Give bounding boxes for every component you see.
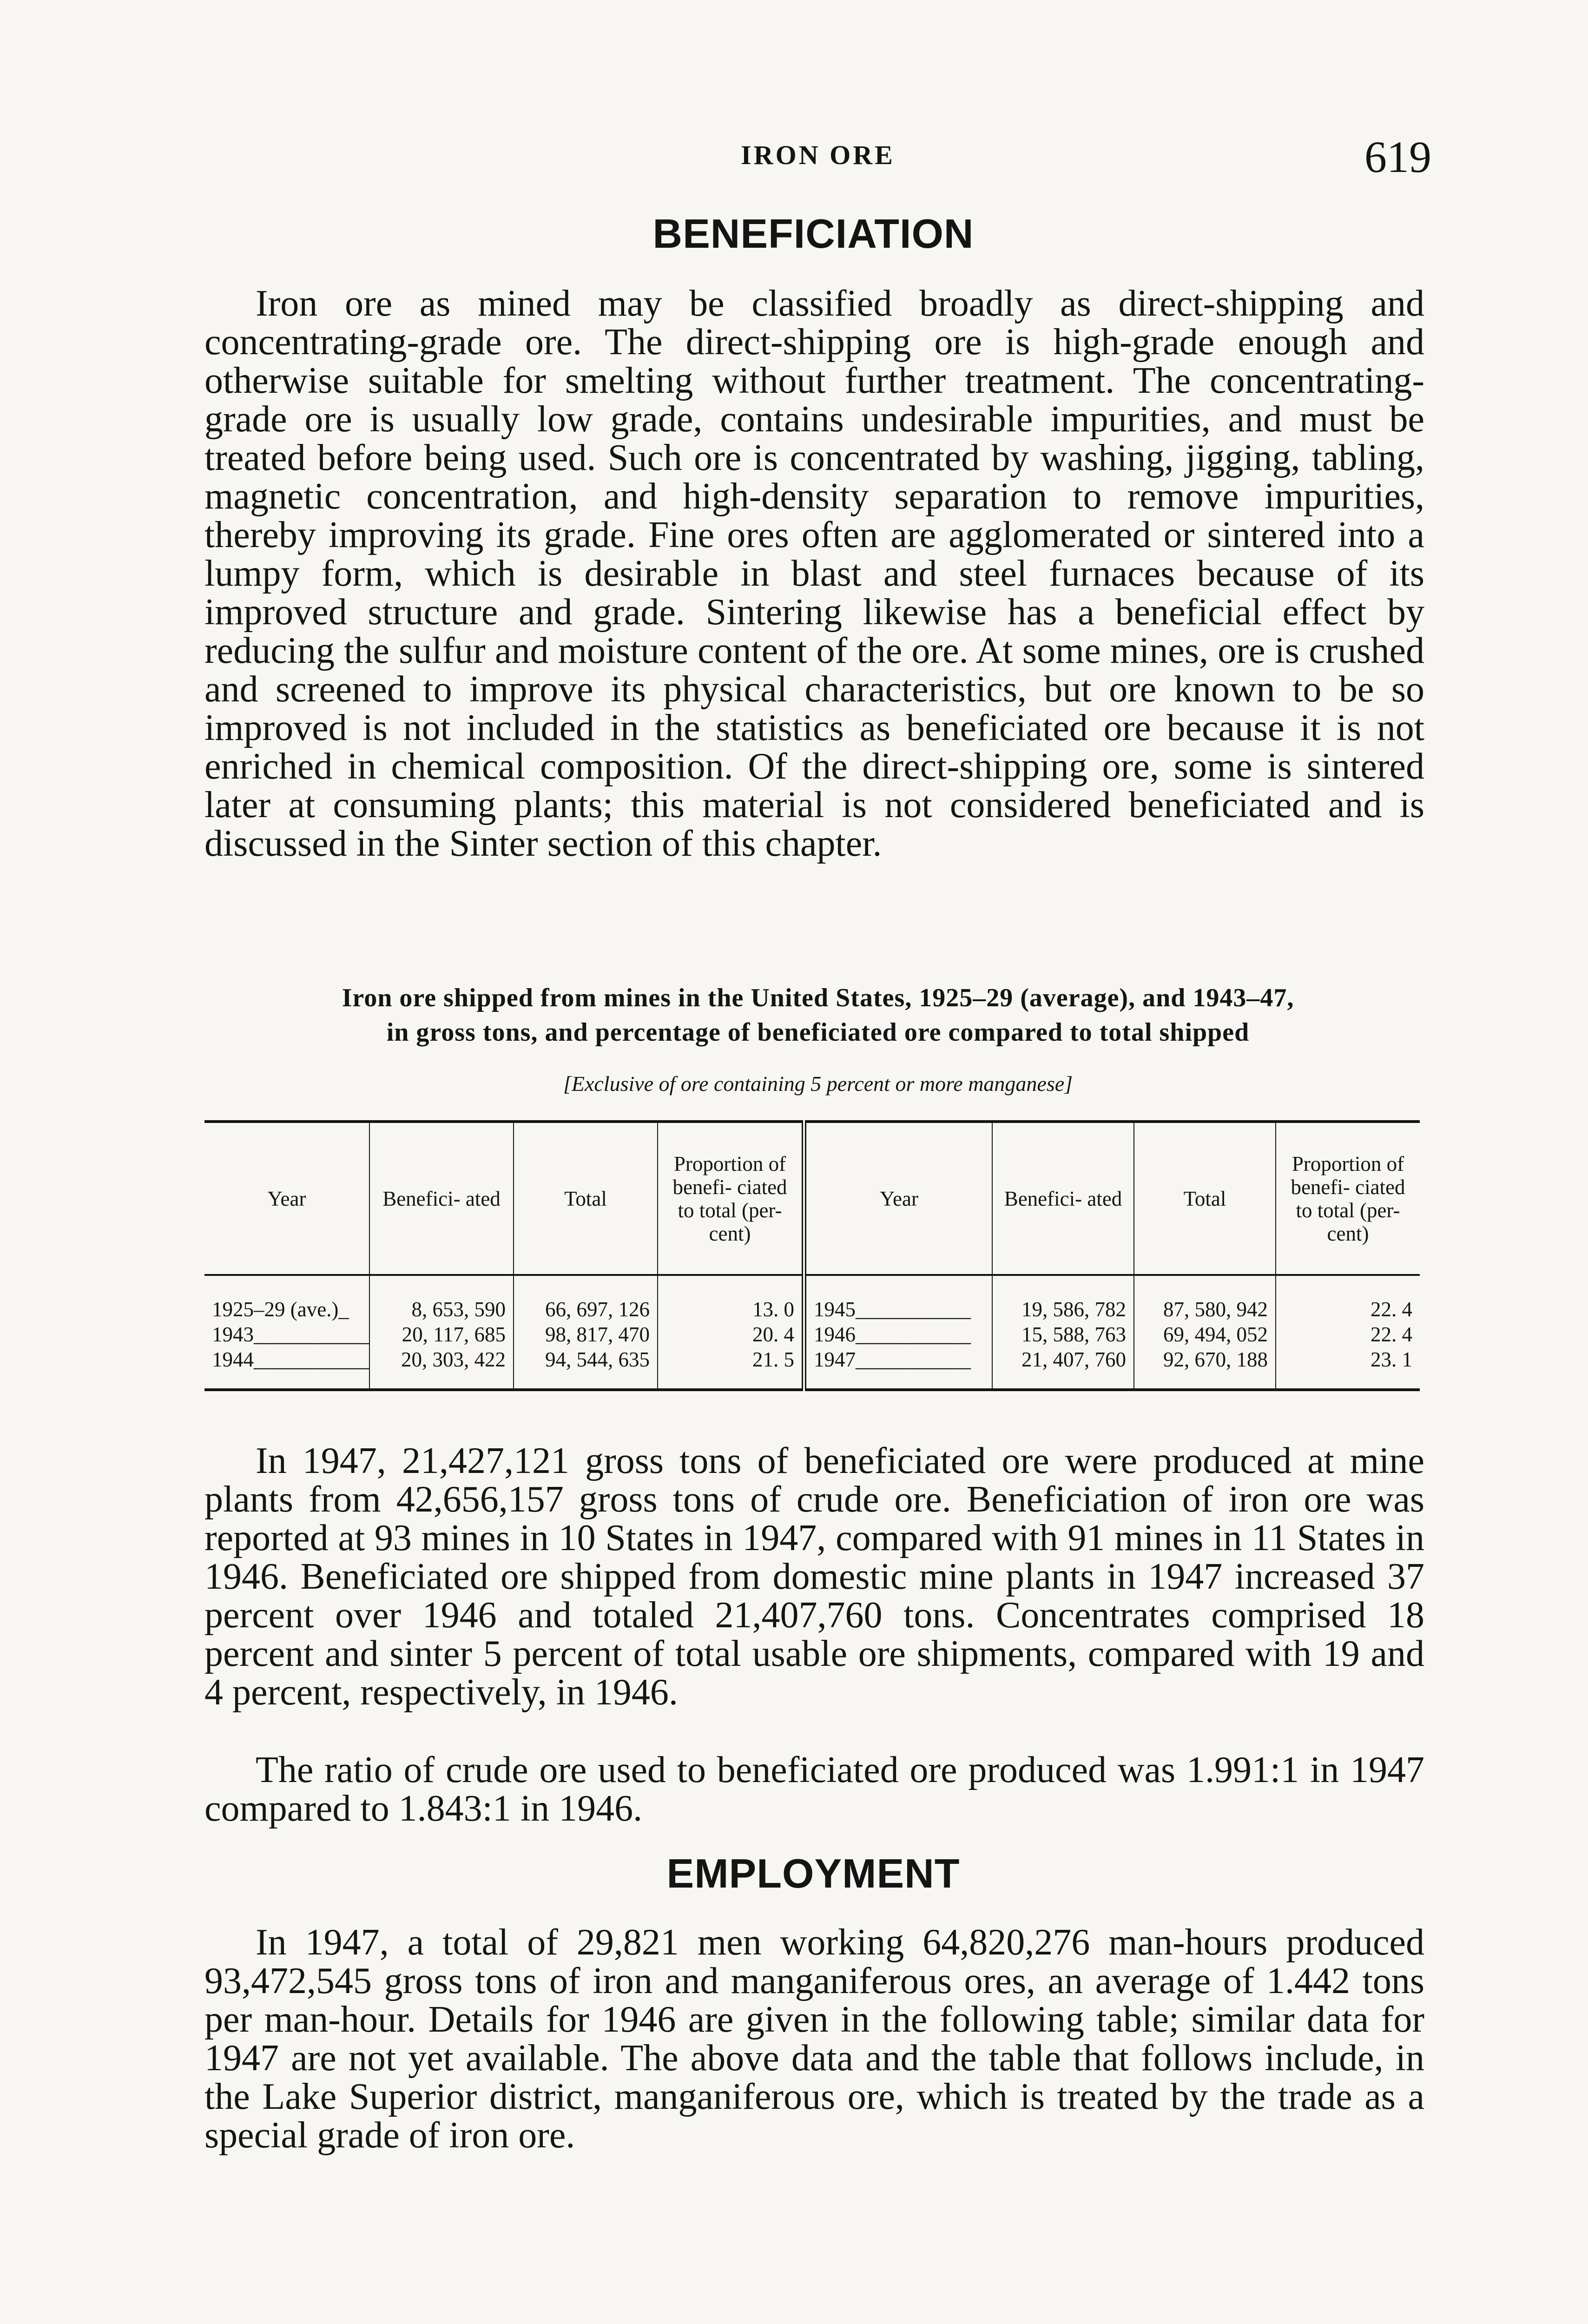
table-caption [195,981,1441,1050]
cell-total: 66, 697, 126 [514,1275,658,1322]
cell-total: 69, 494, 052 [1134,1322,1276,1347]
leader-dots [254,1348,368,1371]
table-note: [Exclusive of ore containing 5 percent or more manganese] [563,1072,1073,1096]
leader-dots [856,1323,970,1346]
cell-year: 1944 [212,1348,254,1371]
cell-proportion: 22. 4 [1276,1275,1420,1322]
cell-proportion: 22. 4 [1276,1322,1420,1347]
col-header-year-2: Year [804,1122,992,1275]
cell-proportion: 20. 4 [658,1322,804,1347]
running-title: IRON ORE [741,140,895,170]
cell-beneficiated: 21, 407, 760 [992,1347,1134,1390]
cell-year: 1947 [814,1348,856,1371]
section-heading-beneficiation: BENEFICIATION [652,211,974,257]
cell-proportion: 13. 0 [658,1275,804,1322]
leader-dots: _ [338,1298,349,1321]
cell-proportion: 23. 1 [1276,1347,1420,1390]
col-header-total: Total [514,1122,658,1275]
cell-year: 1946 [814,1323,856,1346]
col-header-proportion: Proportion of benefi- ciated to total (per- cent) [658,1122,804,1275]
cell-total: 98, 817, 470 [514,1322,658,1347]
table-caption-line-2: in gross tons, and percentage of beneficiated ore compared to total shipped [386,1018,1250,1047]
cell-beneficiated: 20, 303, 422 [369,1347,514,1390]
cell-total: 87, 580, 942 [1134,1275,1276,1322]
table-caption-line-1: Iron ore shipped from mines in the United States, 1925–29 (average), and 1943–47, [342,984,1294,1012]
table-row [204,1322,1420,1347]
paragraph-employment: In 1947, a total of 29,821 men working 64,820,276 man-hours produced 93,472,545 gross tons of iron and manganiferous ores, an average of 1.442 tons per man-hour. Details for 1946 are given in the following table; similar data for 1947 are not yet available. The above data and the table that follows include, in the Lake Superior district, manganiferous ore, which is treated by the trade as a special grade of iron ore. [204,1922,1424,2156]
col-header-total-2: Total [1134,1122,1276,1275]
paragraph-beneficiation-intro: Iron ore as mined may be classified broadly as direct-shipping and concentrating-grade ore. The direct-shipping ore is high-grade enough and otherwise suitable for smelting without further treatment. The concentrating-grade ore is usually low grade, contains undesirable impurities, and must be treated before being used. Such ore is concentrated by washing, jigging, tabling, magnetic concentration, and high-density separation to remove impurities, thereby improving its grade. Fine ores often are agglomerated or sintered into a lumpy form, which is desirable in blast and steel furnaces because of its improved structure and grade. Sintering likewise has a beneficial effect by reducing the sulfur and moisture content of the ore. At some mines, ore is crushed and screened to improve its physical characteristics, but ore known to be so improved is not included in the statistics as beneficiated ore because it is not enriched in chemical composition. Of the direct-shipping ore, some is sintered later at consuming plants; this material is not considered beneficiated and is discussed in the Sinter section of this chapter. [204,283,1424,864]
table-header-row [204,1122,1420,1275]
cell-year: 1925–29 (ave.) [212,1298,339,1321]
leader-dots [856,1348,970,1371]
col-header-beneficiated: Benefici- ated [369,1122,514,1275]
running-head [204,132,1431,182]
table-row [204,1347,1420,1390]
col-header-year: Year [204,1122,369,1275]
cell-beneficiated: 20, 117, 685 [369,1322,514,1347]
table-row [204,1275,1420,1322]
cell-year: 1943 [212,1323,254,1346]
section-heading-employment: EMPLOYMENT [666,1850,960,1896]
cell-total: 94, 544, 635 [514,1347,658,1390]
cell-total: 92, 670, 188 [1134,1347,1276,1390]
leader-dots [254,1323,368,1346]
col-header-beneficiated-2: Benefici- ated [992,1122,1134,1275]
paragraph-ratio: The ratio of crude ore used to beneficiated ore produced was 1.991:1 in 1947 compared to 1.843:1 in 1946. [204,1750,1424,1829]
page-number: 619 [1364,132,1431,182]
cell-proportion: 21. 5 [658,1347,804,1390]
cell-beneficiated: 8, 653, 590 [369,1275,514,1322]
paragraph-1947-production: In 1947, 21,427,121 gross tons of beneficiated ore were produced at mine plants from 42,656,157 gross tons of crude ore. Beneficiation of iron ore was reported at 93 mines in 10 States in 1947, compared with 91 mines in 11 States in 1946. Beneficiated ore shipped from domestic mine plants in 1947 increased 37 percent over 1946 and totaled 21,407,760 tons. Concentrates comprised 18 percent and sinter 5 percent of total usable ore shipments, compared with 19 and 4 percent, respectively, in 1946. [204,1440,1424,1713]
leader-dots [856,1298,970,1321]
iron-ore-shipments-table [204,1120,1420,1391]
cell-beneficiated: 15, 588, 763 [992,1322,1134,1347]
cell-beneficiated: 19, 586, 782 [992,1275,1134,1322]
cell-year: 1945 [814,1298,856,1321]
col-header-proportion-2: Proportion of benefi- ciated to total (per- cent) [1276,1122,1420,1275]
